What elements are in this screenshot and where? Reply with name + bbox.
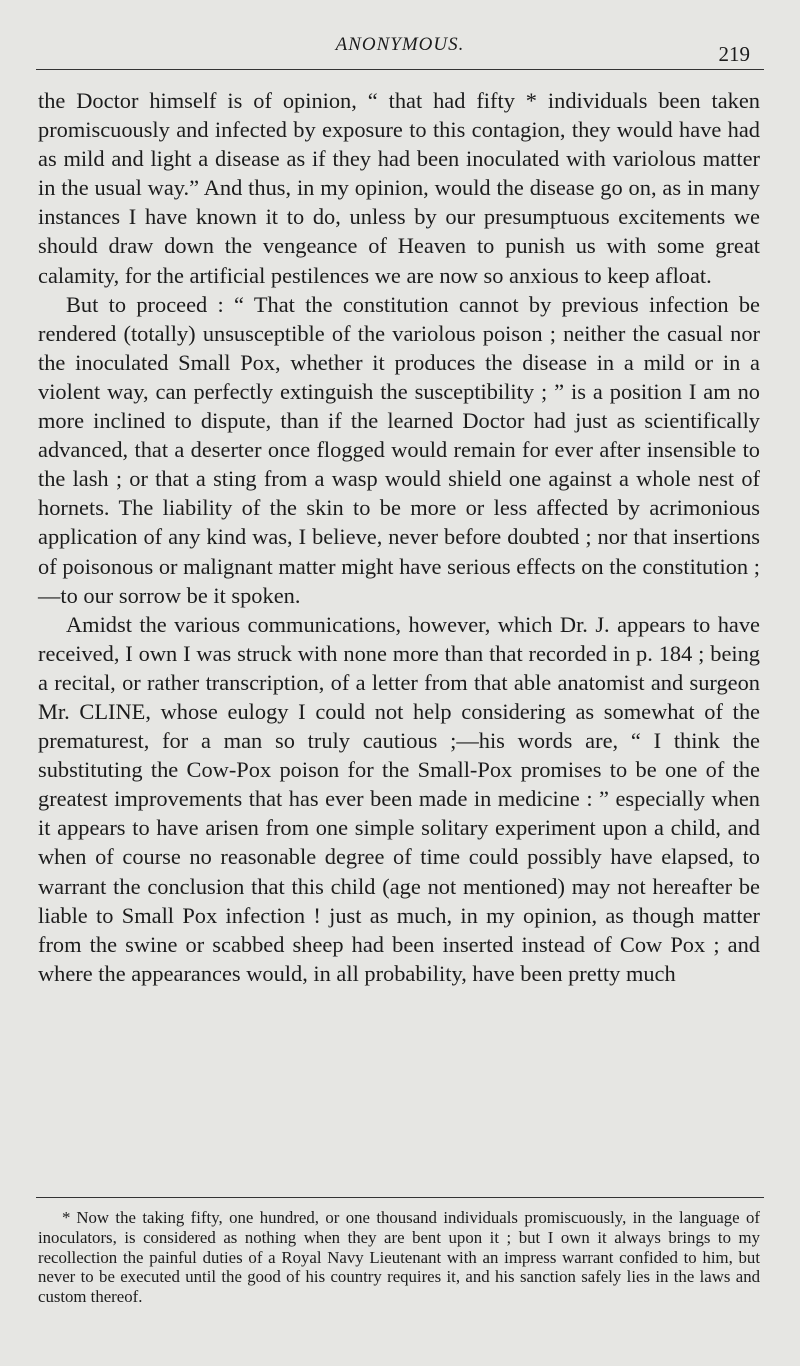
body-text — [38, 86, 760, 988]
page-header — [0, 30, 800, 70]
footnote-marker: * — [62, 1208, 71, 1227]
page-number: 219 — [718, 42, 750, 66]
running-head: ANONYMOUS. — [335, 34, 465, 55]
paragraph-3: Amidst the various communications, however, which Dr. J. appears to have received, I own I was struck with none more than that recorded in p. 184 ; being a recital, or rather transcription, of a letter from that able anatomist and surgeon Mr. CLINE, whose eulogy I could not help considering as somewhat of the prematurest, for a man so truly cautious ;—his words are, “ I think the substituting the Cow-Pox poison for the Small-Pox promises to be one of the greatest improvements that has ever been made in medicine : ” especially when it appears to have arisen from one simple solitary experiment upon a child, and when of course no reasonable degree of time could possibly have elapsed, to warrant the conclusion that this child (age not mentioned) may not hereafter be liable to Small Pox infection ! just as much, in my opinion, as though matter from the swine or scabbed sheep had been inserted instead of Cow Pox ; and where the appearances would, in all probability, have been pretty much — [38, 611, 760, 986]
footnote — [38, 1208, 760, 1307]
paragraph-2: But to proceed : “ That the constitution cannot by previous infection be rendered (totally) unsusceptible of the variolous poison ; neither the casual nor the inoculated Small Pox, whether it produces the disease in a mild or in a violent way, can perfectly extinguish the susceptibility ; ” is a position I am no more inclined to dispute, than if the learned Doctor had just as scientifically advanced, that a deserter once flogged would remain for ever after insensible to the lash ; or that a sting from a wasp would shield one against a whole nest of hornets. The liability of the skin to be more or less affected by acrimonious application of any kind was, I believe, never before doubted ; nor that insertions of poisonous or malignant matter might have serious effects on the constitution ;—to our sorrow be it spoken. — [38, 291, 760, 608]
footnote-rule — [36, 1197, 764, 1198]
header-rule — [36, 69, 764, 70]
footnote-text: Now the taking fifty, one hundred, or one thousand individuals promiscuously, in the language of inoculators, is considered as nothing when they are bent upon it ; but I own it always brings to my recollection the painful duties of a Royal Navy Lieutenant with an impress warrant confided to him, but never to be executed until the good of his country requires it, and his sanction safely lies in the laws and custom thereof. — [38, 1208, 760, 1307]
paragraph-1: the Doctor himself is of opinion, “ that had fifty * individuals been taken promiscuously and infected by exposure to this contagion, they would have had as mild and light a disease as if they had been inoculated with variolous matter in the usual way.” And thus, in my opinion, would the disease go on, as in many instances I have known it to do, unless by our presumptuous excitements we should draw down the vengeance of Heaven to punish us with some great calamity, for the artificial pestilences we are now so anxious to keep afloat. — [38, 88, 760, 288]
